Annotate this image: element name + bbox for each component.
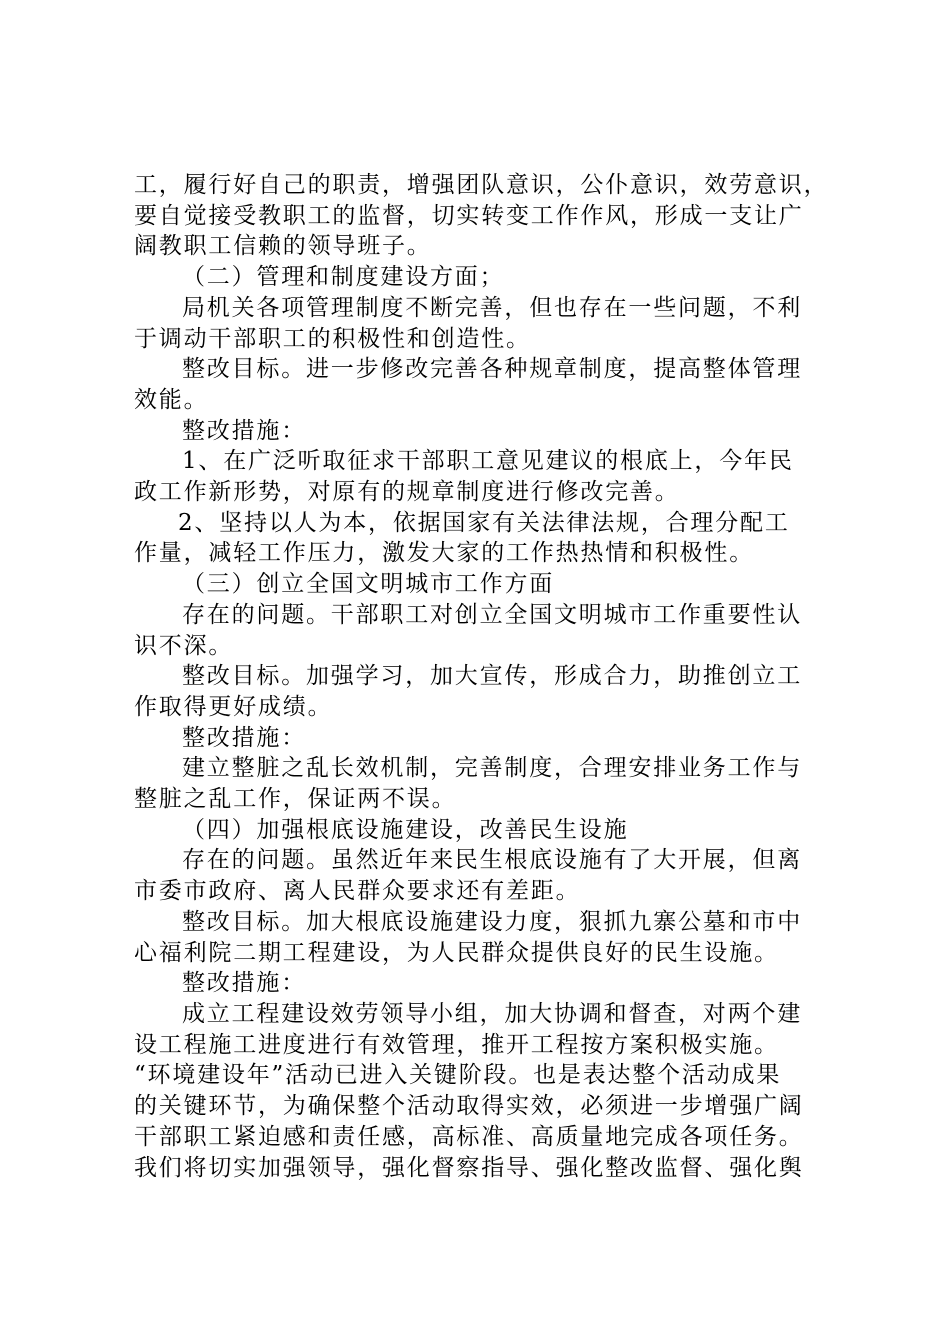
text-line: 我们将切实加强领导，强化督察指导、强化整改监督、强化舆 [134,1154,804,1181]
text-line: 心福利院二期工程建设，为人民群众提供良好的民生设施。 [134,939,779,966]
section-heading-2: （二）管理和制度建设方面； [182,264,505,291]
text-line: 效能。 [134,386,209,413]
text-line: 于调动干部职工的积极性和创造性。 [134,325,531,352]
text-line: 工，履行好自己的职责，增强团队意识，公仆意识，效劳意识， [134,172,829,198]
text-line: 的关键环节，为确保整个活动取得实效，必须进一步增强广阔 [134,1093,804,1120]
text-line: 设工程施工进度进行有效管理，推开工程按方案积极实施。 [134,1031,779,1058]
document-body [134,170,829,1183]
text-line: 2、坚持以人为本，依据国家有关法律法规，合理分配工 [178,509,790,536]
text-line: 作取得更好成绩。 [134,693,333,720]
section-heading-4: （四）加强根底设施建设，改善民生设施 [182,816,629,843]
text-line: 作量，减轻工作压力，激发大家的工作热热情和积极性。 [134,540,754,567]
text-line: 干部职工紧迫感和责任感，高标准、高质量地完成各项任务。 [134,1123,804,1150]
text-line: 整改目标。进一步修改完善各种规章制度，提高整体管理 [182,356,802,383]
text-line: 建立整脏之乱长效机制，完善制度，合理安排业务工作与 [182,755,802,782]
text-line: “环境建设年”活动已进入关键阶段。也是表达整个活动成果 [134,1062,782,1089]
text-line: 阔教职工信赖的领导班子。 [134,233,432,260]
text-line: 存在的问题。干部职工对创立全国文明城市工作重要性认 [182,601,802,628]
text-line: 局机关各项管理制度不断完善，但也存在一些问题，不利 [182,294,802,321]
section-heading-3: （三）创立全国文明城市工作方面 [182,571,554,598]
text-line: 存在的问题。虽然近年来民生根底设施有了大开展，但离 [182,847,802,874]
text-line: 整脏之乱工作，保证两不误。 [134,786,457,813]
text-line: 整改措施： [182,724,306,751]
text-line: 成立工程建设效劳领导小组，加大协调和督查，对两个建 [182,1000,802,1027]
text-line: 整改措施： [182,417,306,444]
text-line: 市委市政府、离人民群众要求还有差距。 [134,878,581,905]
text-line: 要自觉接受教职工的监督，切实转变工作作风，形成一支让广 [134,202,804,229]
text-line: 识不深。 [134,632,234,659]
text-line: 整改措施： [182,970,306,997]
text-line: 政工作新形势，对原有的规章制度进行修改完善。 [134,479,680,506]
text-line: 1、在广泛听取征求干部职工意见建议的根底上，今年民 [182,448,794,475]
text-line: 整改目标。加大根底设施建设力度，狠抓九寨公墓和市中 [182,908,802,935]
text-line: 整改目标。加强学习，加大宣传，形成合力，助推创立工 [182,663,802,690]
